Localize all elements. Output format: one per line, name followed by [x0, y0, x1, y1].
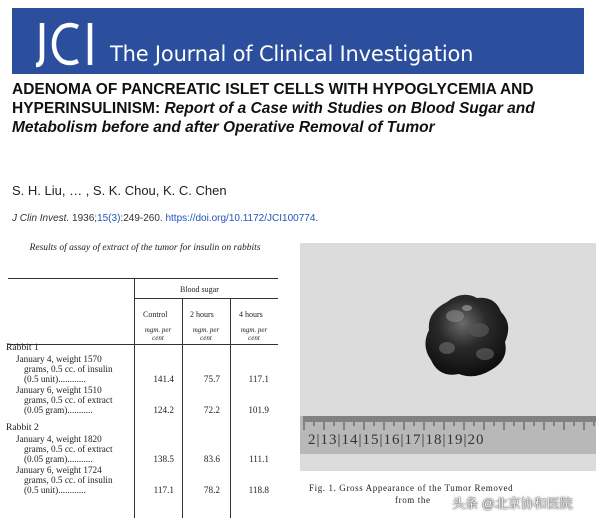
journal-banner	[12, 8, 584, 74]
table-rule-header	[8, 344, 278, 345]
journal-name: The Journal of Clinical Investigation	[110, 42, 474, 66]
title-main: ADENOMA OF PANCREATIC ISLET CELLS WITH HYPOGLYCEMIA AND HYPERINSULINISM:	[12, 81, 534, 117]
row-3-line-3: (0.05 gram)...........	[24, 454, 93, 464]
col-header-4h: 4 hours	[239, 310, 263, 319]
row-2-2h: 72.2	[203, 405, 220, 415]
ruler-labels: 2|13|14|15|16|17|18|19|20	[308, 432, 485, 448]
row-2-line-2: grams, 0.5 cc. of extract	[24, 395, 113, 405]
group-header: Blood sugar	[180, 285, 219, 294]
row-1-line-2: grams, 0.5 cc. of insulin	[24, 364, 113, 374]
title-subtitle: Report of a Case with Studies on Blood Sugar and Metabolism before and after Operative Removal of Tumor	[12, 100, 535, 136]
row-3-control: 138.5	[153, 454, 174, 464]
table-caption: Results of assay of extract of the tumor for insulin on rabbits	[29, 243, 261, 253]
row-1-line-1: January 4, weight 1570	[16, 354, 102, 364]
row-1-line-3: (0.5 unit)............	[24, 374, 86, 384]
row-2-line-1: January 6, weight 1510	[16, 385, 102, 395]
row-4-line-1: January 6, weight 1724	[16, 465, 102, 475]
row-3-2h: 83.6	[203, 454, 220, 464]
unit-4h: mgm. per cent	[240, 326, 268, 342]
row-1-2h: 75.7	[203, 374, 220, 384]
figure-caption-line-2: from the	[395, 495, 431, 505]
citation	[12, 213, 318, 224]
table-rule-col-left	[134, 278, 135, 518]
row-4-4h: 118.8	[248, 485, 269, 495]
doi-link[interactable]: https://doi.org/10.1172/JCI100774	[165, 213, 316, 224]
row-2-control: 124.2	[153, 405, 174, 415]
row-3-4h: 111.1	[249, 454, 269, 464]
citation-issue-link[interactable]: 15(3)	[97, 213, 121, 224]
citation-year: 1936;	[69, 213, 98, 224]
unit-2h: mgm. per cent	[192, 326, 220, 342]
col-header-2h: 2 hours	[190, 310, 214, 319]
col-header-control: Control	[143, 310, 168, 319]
table-rule-group	[134, 298, 278, 299]
article-title	[12, 80, 592, 137]
group-name-1: Rabbit 1	[6, 342, 39, 353]
row-4-control: 117.1	[153, 485, 174, 495]
row-1-control: 141.4	[153, 374, 174, 384]
row-4-line-2: grams, 0.5 cc. of insulin	[24, 475, 113, 485]
unit-control: mgm. per cent	[144, 326, 172, 342]
citation-journal: J Clin Invest.	[12, 213, 70, 224]
figure-caption-line-1: Fig. 1. Gross Appearance of the Tumor Removed	[309, 483, 514, 493]
row-2-line-3: (0.05 gram)...........	[24, 405, 93, 415]
watermark: 头条 @北京协和医院	[452, 496, 573, 511]
authors: S. H. Liu, … , S. K. Chou, K. C. Chen	[12, 183, 227, 198]
group-name-2: Rabbit 2	[6, 422, 39, 433]
insulin-assay-table	[0, 238, 290, 523]
row-4-2h: 78.2	[203, 485, 220, 495]
row-2-4h: 101.9	[248, 405, 269, 415]
measurement-ruler	[300, 416, 596, 454]
jci-logo	[34, 19, 98, 69]
row-4-line-3: (0.5 unit)............	[24, 485, 86, 495]
row-3-line-2: grams, 0.5 cc. of extract	[24, 444, 113, 454]
table-rule-top	[8, 278, 278, 279]
row-3-line-1: January 4, weight 1820	[16, 434, 102, 444]
citation-pages: :249-260.	[120, 213, 166, 224]
row-1-4h: 117.1	[248, 374, 269, 384]
citation-end: .	[315, 213, 319, 224]
tumor-image	[417, 290, 517, 380]
